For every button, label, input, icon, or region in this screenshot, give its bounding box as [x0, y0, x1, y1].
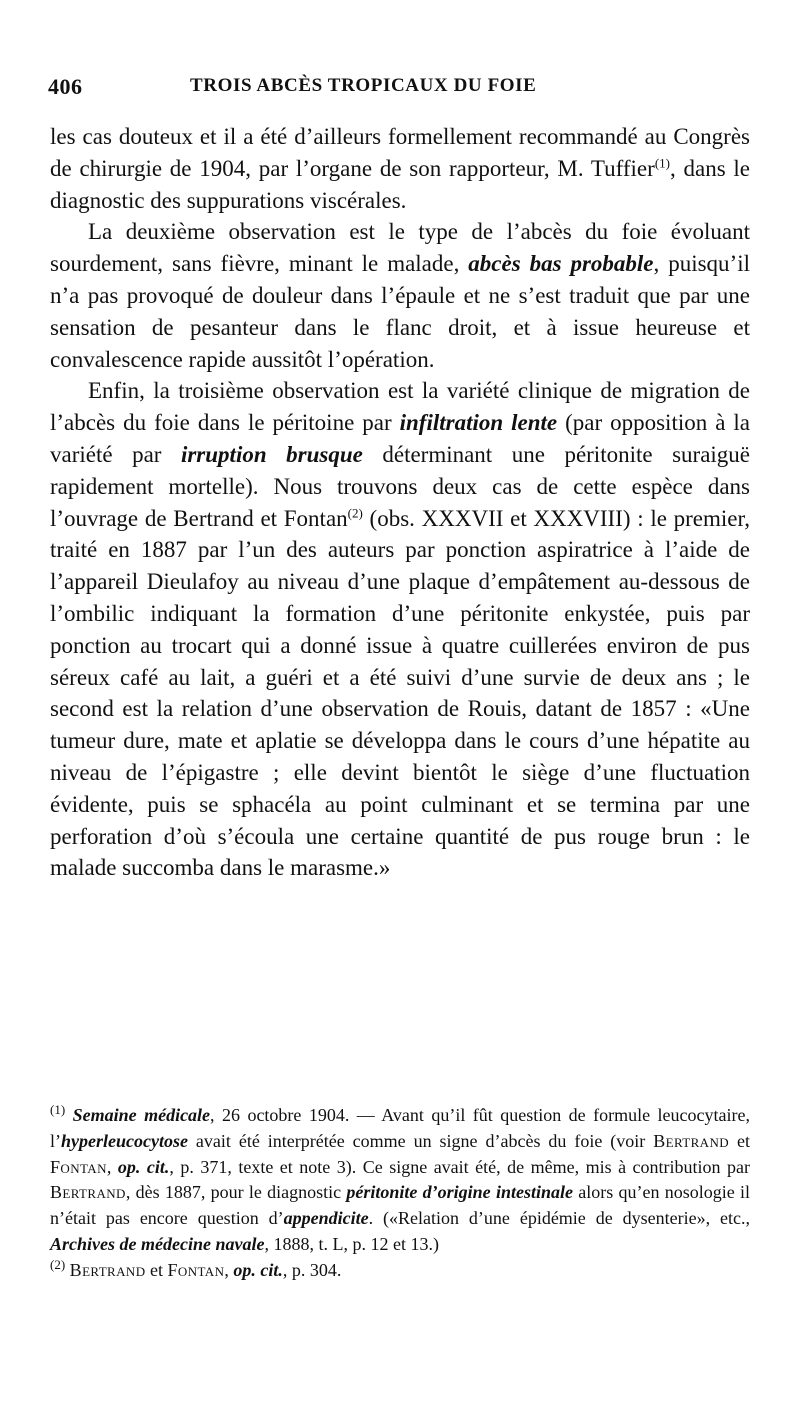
- main-text: [50, 121, 750, 884]
- footnote-mark-2: (2): [50, 1256, 66, 1272]
- emphasis-irruption-brusque: irruption brusque: [180, 441, 363, 467]
- footnote-ref-1[interactable]: (1): [654, 155, 670, 171]
- footnote-mark-1: (1): [50, 1102, 66, 1117]
- paragraph-second-observation: La deuxième observation est le type de l’abcès du foie évoluant sourdement, sans fièvre, minant le malade, abcès bas probable, puisqu’il n’a pas provoqué de douleur dans l’épaule et ne s’est traduit que par une sensation de pesanteur dans le flanc droit, et à issue heureuse et convalescence rapide aussitôt l’opération.: [50, 219, 750, 372]
- paragraph-continued: les cas douteux et il a été d’ailleurs formellement recommandé au Congrès de chirurgie de 1904, par l’organe de son rapporteur, M. Tuffier$^{(1)}$, dans le diagnostic des suppurations viscérales.: [50, 124, 750, 213]
- footnote-ref-2[interactable]: (2): [347, 504, 363, 520]
- running-title: TROIS ABCÈS TROPICAUX DU FOIE: [190, 75, 537, 96]
- emphasis-infiltration-lente: infiltration lente: [399, 410, 558, 436]
- page-number: 406: [48, 74, 83, 99]
- footnote-2: $^{(2)}$ Bertrand et Fontan, op. cit., p. 304.: [50, 1256, 342, 1280]
- paragraph-third-observation: Enfin, la troisième observation est la variété clinique de migration de l’abcès du foie dans le péritoine par infiltration lente (par opposition à la variété par irruption brusque déterminant une péritonite suraiguë rapidement mortelle). Nous trouvons deux cas de cette espèce dans l’ouvrage de Bertrand et Fontan$^{(2)}$ (obs. XXXVII et XXXVIII) : le premier, traité en 1887 par l’un des auteurs par ponction aspiratrice à l’aide de l’appareil Dieulafoy au niveau d’une plaque d’empâtement au-dessous de l’ombilic indiquant la formation d’une péritonite enkystée, puis par ponction au trocart qui a donné issue à quatre cuillerées environ de pus séreux café au lait, a guéri et a été suivi d’une survie de deux ans ; le second est la relation d’une observation de Rouis, datant de 1857 : «Une tumeur dure, mate et aplatie se développa dans le cours d’une hépatite au niveau de l’épigastre ; elle devint bientôt le siège d’une fluctuation évidente, puis se sphacéla au point culminant et se termina par une perforation d’où s’écoula une certaine quantité de pus rouge brun : le malade succomba dans le marasme.»: [50, 378, 751, 881]
- footnote-1: $^{(1)}$ Semaine médicale, 26 octobre 1904. — Avant qu’il fût question de formule leucocytaire, l’hyperleucocytose avait été interprétée comme un signe d’abcès du foie (voir Bertrand et Fontan, op. cit., p. 371, texte et note 3). Ce signe avait été, de même, mis à contribution par Bertrand, dès 1887, pour le diagnostic péritonite d’origine intestinale alors qu’en nosologie il n’était pas encore question d’appendicite. («Relation d’une épidémie de dysenterie», etc., Archives de médecine navale, 1888, t. L, p. 12 et 13.): [50, 1102, 751, 1254]
- footnotes: [50, 1103, 750, 1284]
- page-header: [48, 74, 748, 112]
- emphasis-abces-bas-probable: abcès bas probable: [468, 251, 654, 277]
